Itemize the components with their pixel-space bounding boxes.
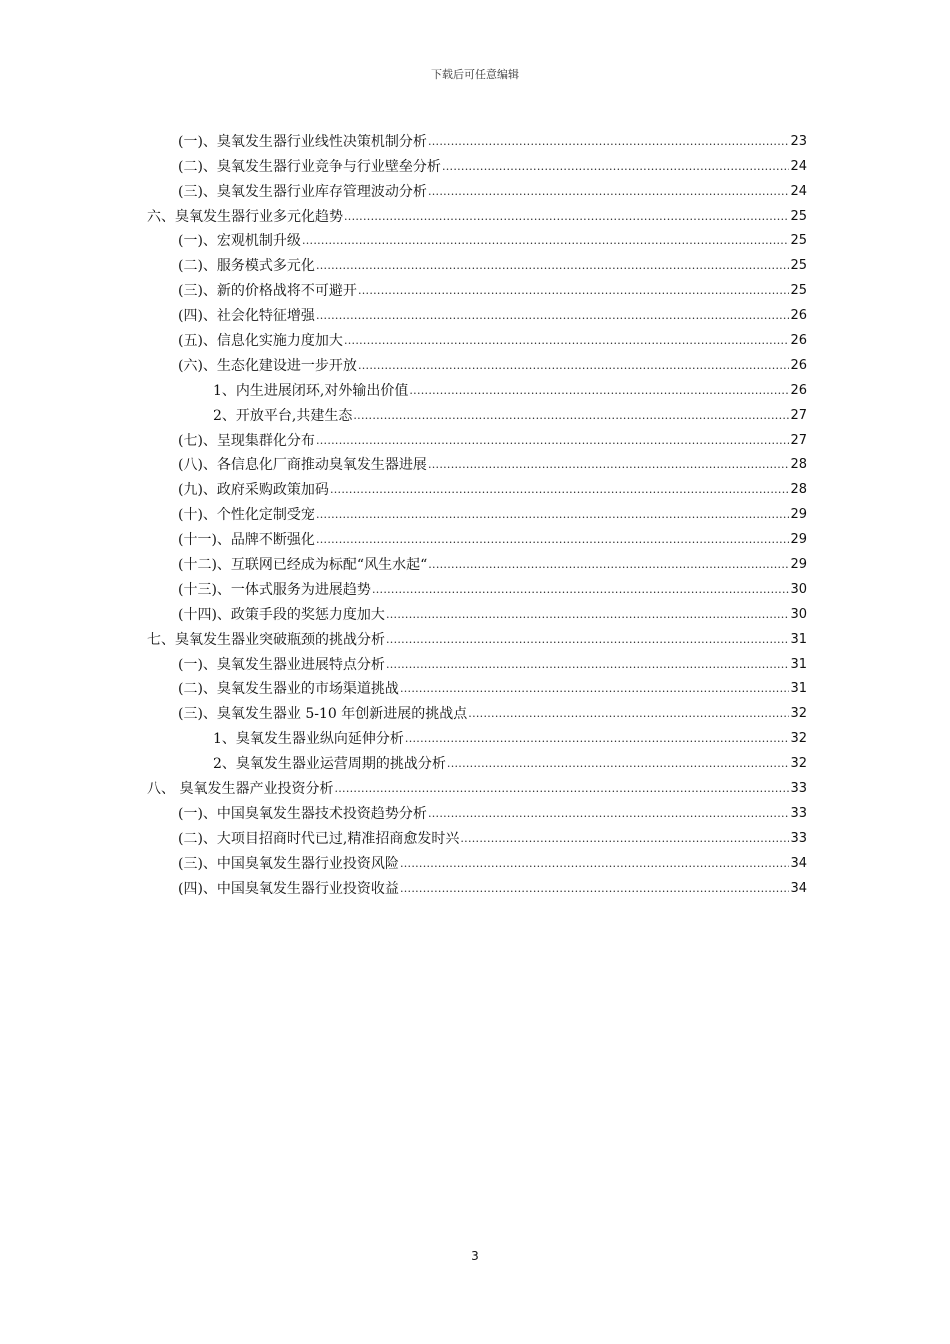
toc-entry-title: (一)、臭氧发生器业进展特点分析 <box>178 656 385 673</box>
toc-entry-page: 23 <box>790 133 807 149</box>
toc-dot-leader <box>372 583 790 597</box>
toc-dot-leader <box>428 185 790 199</box>
page-number: 3 <box>471 1249 479 1263</box>
toc-entry[interactable] <box>147 723 807 748</box>
toc-entry-title: (六)、生态化建设进一步开放 <box>178 357 357 374</box>
toc-entry[interactable] <box>147 499 807 524</box>
toc-entry-title: 2、臭氧发生器业运营周期的挑战分析 <box>213 756 446 773</box>
toc-dot-leader <box>334 782 789 796</box>
toc-entry-page: 32 <box>790 731 807 747</box>
toc-entry-title: (十二)、互联网已经成为标配“风生水起“ <box>178 557 428 574</box>
toc-entry-title: (四)、社会化特征增强 <box>178 308 315 325</box>
toc-entry-title: (三)、臭氧发生器业 5-10 年创新进展的挑战点 <box>178 706 468 723</box>
toc-entry[interactable] <box>147 848 807 873</box>
toc-entry-page: 30 <box>790 581 807 597</box>
toc-entry-page: 26 <box>790 357 807 373</box>
toc-entry-page: 25 <box>790 233 807 249</box>
toc-entry-title: (三)、臭氧发生器行业库存管理波动分析 <box>178 183 427 200</box>
toc-entry[interactable] <box>147 226 807 251</box>
toc-dot-leader <box>428 458 790 472</box>
toc-entry[interactable] <box>147 798 807 823</box>
toc-entry-title: (一)、宏观机制升级 <box>178 233 301 250</box>
toc-entry[interactable] <box>147 873 807 898</box>
toc-entry[interactable] <box>147 350 807 375</box>
toc-dot-leader <box>442 160 790 174</box>
toc-entry[interactable] <box>147 176 807 201</box>
toc-entry-title: 八、 臭氧发生器产业投资分析 <box>147 781 334 798</box>
toc-dot-leader <box>400 857 790 871</box>
toc-entry[interactable] <box>147 649 807 674</box>
toc-entry-page: 25 <box>790 208 807 224</box>
toc-entry[interactable] <box>147 748 807 773</box>
toc-entry-page: 27 <box>790 432 807 448</box>
toc-entry[interactable] <box>147 425 807 450</box>
toc-entry-page: 34 <box>790 880 807 896</box>
toc-dot-leader <box>428 807 790 821</box>
toc-entry-page: 32 <box>790 756 807 772</box>
toc-entry[interactable] <box>147 250 807 275</box>
toc-entry[interactable] <box>147 574 807 599</box>
toc-dot-leader <box>460 832 789 846</box>
toc-entry[interactable] <box>147 524 807 549</box>
toc-dot-leader <box>358 359 790 373</box>
toc-dot-leader <box>386 608 790 622</box>
toc-dot-leader <box>316 259 790 273</box>
toc-entry-page: 34 <box>790 855 807 871</box>
toc-entry-title: (十一)、品牌不断强化 <box>178 532 315 549</box>
toc-entry-title: (三)、新的价格战将不可避开 <box>178 283 357 300</box>
toc-entry-page: 33 <box>790 830 807 846</box>
toc-entry[interactable] <box>147 325 807 350</box>
toc-entry-title: 七、臭氧发生器业突破瓶颈的挑战分析 <box>147 631 385 648</box>
toc-entry-title: (七)、呈现集群化分布 <box>178 432 315 449</box>
toc-entry-page: 33 <box>790 781 807 797</box>
toc-entry-title: (十三)、一体式服务为进展趋势 <box>178 581 371 598</box>
toc-dot-leader <box>302 234 790 248</box>
toc-entry-page: 24 <box>790 183 807 199</box>
toc-dot-leader <box>330 483 790 497</box>
toc-entry[interactable] <box>147 624 807 649</box>
toc-dot-leader <box>409 384 789 398</box>
toc-dot-leader <box>405 732 790 746</box>
toc-entry-title: (二)、臭氧发生器业的市场渠道挑战 <box>178 681 399 698</box>
toc-entry-title: (二)、大项目招商时代已过,精准招商愈发时兴 <box>178 830 460 847</box>
toc-entry[interactable] <box>147 400 807 425</box>
toc-entry[interactable] <box>147 201 807 226</box>
toc-dot-leader <box>344 334 790 348</box>
toc-dot-leader <box>316 533 790 547</box>
toc-entry-page: 28 <box>790 457 807 473</box>
toc-entry[interactable] <box>147 698 807 723</box>
toc-entry-title: (九)、政府采购政策加码 <box>178 482 329 499</box>
toc-entry-title: (二)、服务模式多元化 <box>178 258 315 275</box>
toc-entry-title: 1、臭氧发生器业纵向延伸分析 <box>213 731 404 748</box>
toc-entry-page: 24 <box>790 158 807 174</box>
toc-entry-page: 29 <box>790 557 807 573</box>
toc-entry[interactable] <box>147 823 807 848</box>
toc-entry[interactable] <box>147 126 807 151</box>
toc-entry-page: 30 <box>790 606 807 622</box>
toc-entry-title: (一)、中国臭氧发生器技术投资趋势分析 <box>178 805 427 822</box>
toc-entry-page: 27 <box>790 407 807 423</box>
toc-dot-leader <box>400 682 790 696</box>
toc-entry-page: 32 <box>790 706 807 722</box>
toc-entry-page: 33 <box>790 805 807 821</box>
toc-entry[interactable] <box>147 275 807 300</box>
table-of-contents <box>147 126 807 898</box>
toc-entry-title: (四)、中国臭氧发生器行业投资收益 <box>178 880 399 897</box>
toc-entry-title: 2、开放平台,共建生态 <box>213 407 353 424</box>
toc-dot-leader <box>344 210 789 224</box>
toc-entry-page: 28 <box>790 482 807 498</box>
toc-entry-page: 31 <box>790 656 807 672</box>
toc-entry-title: (五)、信息化实施力度加大 <box>178 333 343 350</box>
toc-entry[interactable] <box>147 450 807 475</box>
toc-entry[interactable] <box>147 300 807 325</box>
toc-dot-leader <box>447 757 790 771</box>
toc-entry-title: (十四)、政策手段的奖惩力度加大 <box>178 606 385 623</box>
toc-entry-page: 26 <box>790 382 807 398</box>
toc-entry-page: 26 <box>790 308 807 324</box>
toc-entry[interactable] <box>147 375 807 400</box>
toc-entry[interactable] <box>147 549 807 574</box>
toc-entry-title: (二)、臭氧发生器行业竞争与行业壁垒分析 <box>178 158 441 175</box>
toc-entry-title: (一)、臭氧发生器行业线性决策机制分析 <box>178 133 427 150</box>
toc-entry-page: 29 <box>790 532 807 548</box>
toc-entry-page: 31 <box>790 631 807 647</box>
toc-dot-leader <box>428 558 789 572</box>
toc-entry[interactable] <box>147 474 807 499</box>
toc-dot-leader <box>353 409 789 423</box>
toc-entry-page: 26 <box>790 333 807 349</box>
toc-entry[interactable] <box>147 599 807 624</box>
toc-entry-title: 1、内生进展闭环,对外输出价值 <box>213 382 409 399</box>
toc-dot-leader <box>316 434 790 448</box>
toc-entry-title: (八)、各信息化厂商推动臭氧发生器进展 <box>178 457 427 474</box>
toc-dot-leader <box>316 309 790 323</box>
toc-dot-leader <box>468 707 789 721</box>
toc-dot-leader <box>358 284 790 298</box>
toc-dot-leader <box>400 882 790 896</box>
toc-entry-page: 31 <box>790 681 807 697</box>
toc-entry-title: 六、臭氧发生器行业多元化趋势 <box>147 208 343 225</box>
toc-entry[interactable] <box>147 773 807 798</box>
toc-entry[interactable] <box>147 151 807 176</box>
toc-entry-title: (三)、中国臭氧发生器行业投资风险 <box>178 855 399 872</box>
toc-dot-leader <box>316 508 790 522</box>
toc-dot-leader <box>428 135 790 149</box>
page-header: 下载后可任意编辑 <box>431 68 519 81</box>
toc-dot-leader <box>386 633 789 647</box>
toc-entry[interactable] <box>147 674 807 699</box>
toc-entry-page: 29 <box>790 507 807 523</box>
toc-dot-leader <box>386 658 790 672</box>
toc-entry-page: 25 <box>790 258 807 274</box>
toc-entry-title: (十)、个性化定制受宠 <box>178 507 315 524</box>
toc-entry-page: 25 <box>790 283 807 299</box>
